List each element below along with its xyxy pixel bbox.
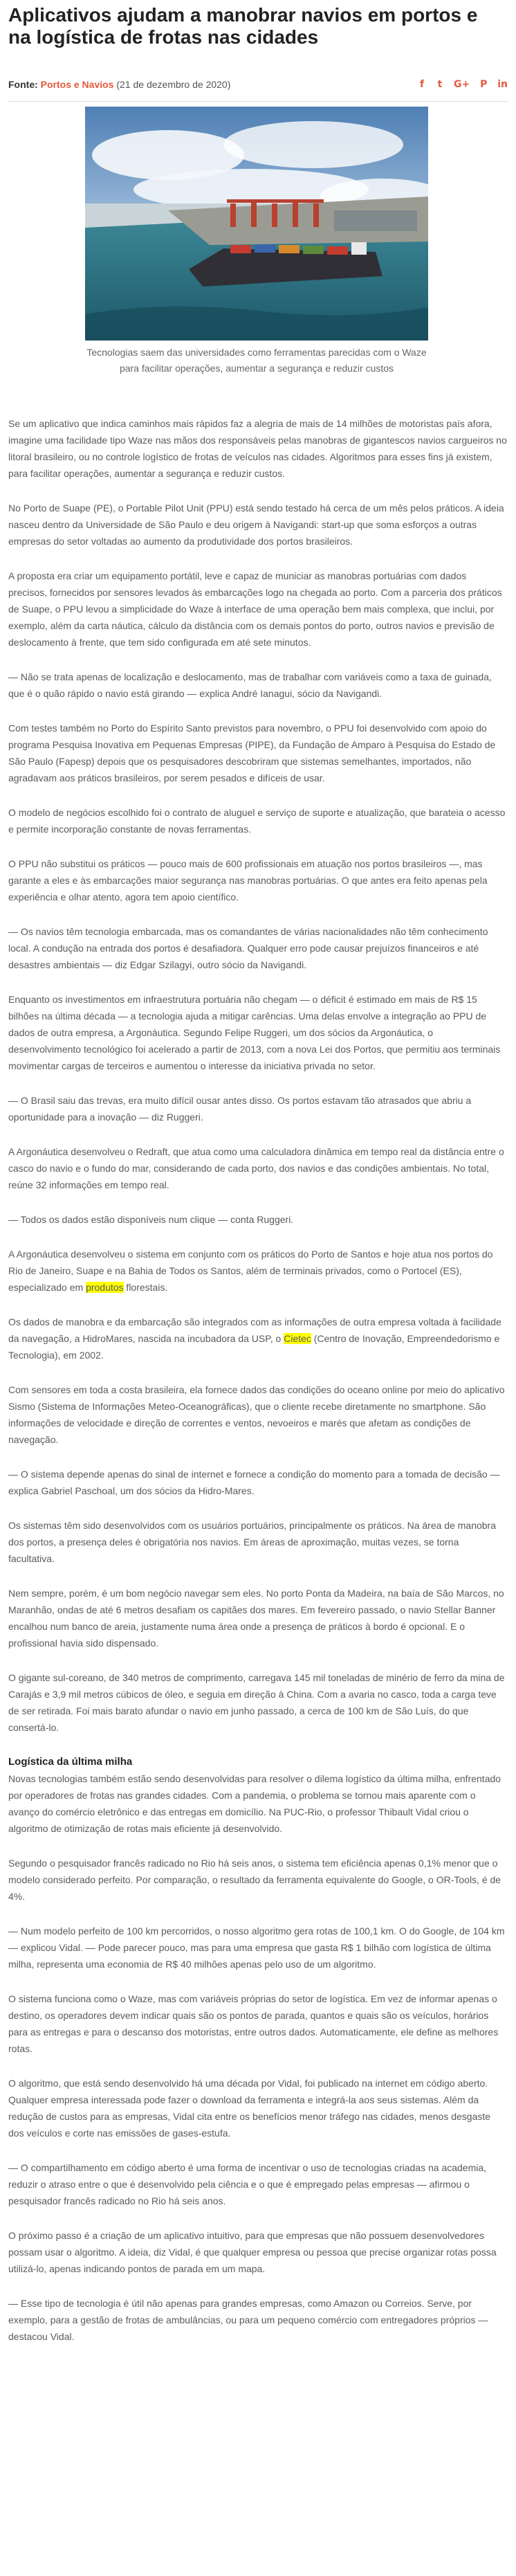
highlighted-keyword[interactable]: Cietec bbox=[284, 1333, 311, 1344]
article-paragraph: No Porto de Suape (PE), o Portable Pilot Unit (PPU) está sendo testado há cerca de um mês pelos práticos. A ideia nasceu dentro da Universidade de São Paulo e deu origem à Navigandi: start-up que soma esforços a outras empresas do setor voltadas ao aumento da produtividade dos portos brasileiros. bbox=[8, 502, 504, 547]
article-paragraph: — Todos os dados estão disponíveis num clique — conta Ruggeri. bbox=[8, 1214, 294, 1225]
article-paragraph: — O Brasil saiu das trevas, era muito difícil ousar antes disso. Os portos estavam tão atrasados que abriu a oportunidade para a inovação — diz Ruggeri. bbox=[8, 1095, 472, 1123]
article-figure bbox=[85, 107, 428, 377]
section-heading: Logística da última milha bbox=[8, 1756, 133, 1768]
article-paragraph: Nem sempre, porém, é um bom negócio navegar sem eles. No porto Ponta da Madeira, na baía de São Marcos, no Maranhão, ondas de até 6 metros desafiam os capitães dos mares. Em fevereiro passado, o navio Stellar Banner encalhou num banco de areia, justamente numa área onde a presença de práticos à bordo é opcional. E o profissional havia sido dispensado. bbox=[8, 1588, 504, 1649]
article-paragraph: — Num modelo perfeito de 100 km percorridos, o nosso algoritmo gera rotas de 100,1 km. O do Google, de 104 km — explicou Vidal. — Pode parecer pouco, mas para uma empresa que gasta R$ 1 bilhão com logística de última milha, representa uma economia de R$ 40 milhões apenas pelo uso de um algoritmo. bbox=[8, 1925, 505, 1970]
source-label: Fonte: bbox=[8, 79, 38, 90]
article-meta bbox=[8, 73, 508, 96]
divider bbox=[8, 101, 508, 102]
article-paragraph: O modelo de negócios escolhido foi o contrato de aluguel e serviço de suporte e atualização, que barateia o acesso e permite incorporação constante de novas ferramentas. bbox=[8, 807, 506, 835]
article-paragraph: O PPU não substitui os práticos — pouco mais de 600 profissionais em atuação nos portos brasileiros —, mas garante a eles e às embarcações maior segurança nas manobras portuárias. O que antes era feito apenas pela experiência e olhar atento, agora tem apoio científico. bbox=[8, 858, 488, 902]
article-paragraph: — O compartilhamento em código aberto é uma forma de incentivar o uso de tecnologias criadas na academia, reduzir o atraso entre o que é desenvolvido pela ciência e o que é empregado pelas empresas — afirmou o pesquisador francês radicado no Rio há seis anos. bbox=[8, 2162, 487, 2206]
article-paragraph: Com sensores em toda a costa brasileira, ela fornece dados das condições do oceano online por meio do aplicativo Sismo (Sistema de Informações Meteo-Oceanográficas), que o cliente recebe diretamente no smartphone. São informações de velocidade e direção de correntes e ventos, nevoeiros e marés que afetam as condições de navegação. bbox=[8, 1384, 505, 1445]
twitter-icon[interactable]: t bbox=[437, 79, 443, 90]
article-paragraph: — O sistema depende apenas do sinal de internet e fornece a condição do momento para a tomada de decisão — explica Gabriel Paschoal, um dos sócios da Hidro-Mares. bbox=[8, 1469, 500, 1496]
article-paragraph: Segundo o pesquisador francês radicado no Rio há seis anos, o sistema tem eficiência apenas 0,1% menor que o modelo considerado perfeito. Por comparação, o resultado da ferramenta equivalente do Google, o OR-Tools, é de 4%. bbox=[8, 1858, 501, 1902]
article-paragraph: — Esse tipo de tecnologia é útil não apenas para grandes empresas, como Amazon ou Correios. Serve, por exemplo, para a gestão de frotas de ambulâncias, ou para um pequeno comércio com entregadores próprios — destacou Vidal. bbox=[8, 2298, 488, 2342]
highlighted-keyword[interactable]: produtos bbox=[86, 1282, 124, 1293]
article-paragraph: O algoritmo, que está sendo desenvolvido há uma década por Vidal, foi publicado na internet em código aberto. Qualquer empresa interessada pode fazer o download da ferramenta e integrá-la aos seus sistemas. Além da redução de custos para as empresas, Vidal cita entre os benefícios menor tráfego nas cidades, menos desgaste dos veículos e corte nas emissões de gases-estufa. bbox=[8, 2078, 491, 2139]
linkedin-icon[interactable]: in bbox=[497, 79, 508, 90]
article-paragraph: Com testes também no Porto do Espírito Santo previstos para novembro, o PPU foi desenvolvido com apoio do programa Pesquisa Inovativa em Pequenas Empresas (PIPE), da Fundação de Amparo à Pesquisa do Estado de São Paulo (Fapesp) depois que os pesquisadores descobriram que sistemas semelhantes, importados, não agradavam aos práticos brasileiros, por serem pesados e difíceis de usar. bbox=[8, 723, 496, 783]
article-paragraph: Novas tecnologias também estão sendo desenvolvidas para resolver o dilema logístico da última milha, enfrentado por operadores de frotas nas grandes cidades. Com a pandemia, o problema se tornou mais aparente com o avanço do comércio eletrônico e das entregas em domicílio. Na PUC-Rio, o professor Thibault Vidal criou o algoritmo de otimização de rotas mais eficiente já desenvolvido. bbox=[8, 1773, 501, 1834]
article-paragraph: O gigante sul-coreano, de 340 metros de comprimento, carregava 145 mil toneladas de minério de ferro da mina de Carajás e 3,9 mil metros cúbicos de óleo, e seguia em direção à China. Com a avaria no casco, toda a carga teve de ser retirada. Foi mais barato afundar o navio em junho passado, a cerca de 100 km de São Luís, do que consertá-lo. bbox=[8, 1672, 505, 1733]
article-title: Aplicativos ajudam a manobrar navios em portos e na logística de frotas nas cidades bbox=[8, 4, 478, 48]
article-date: (21 de dezembro de 2020) bbox=[116, 79, 231, 90]
article-paragraph: A Argonáutica desenvolveu o Redraft, que atua como uma calculadora dinâmica em tempo real da distância entre o casco do navio e o fundo do mar, considerando de cada porto, dos navios e das condições ambientais. No total, reúne 32 informações em tempo real. bbox=[8, 1146, 504, 1190]
article-paragraph: A proposta era criar um equipamento portátil, leve e capaz de municiar as manobras portuárias com dados precisos, fornecidos por sensores levados às embarcações logo na chegada ao porto. Com a parceria dos práticos de Suape, o PPU levou a simplicidade do Waze à interface de uma operação bem mais complexa, que inclui, por exemplo, além da carta náutica, cálculo da distância com os demais pontos do porto, outros navios e previsão de deslocamento à frente, que tem sido configurada em até sete minutos. bbox=[8, 570, 502, 648]
pinterest-icon[interactable]: P bbox=[480, 79, 488, 90]
article-paragraph: Os dados de manobra e da embarcação são integrados com as informações de outra empresa voltada à facilidade da navegação, a HidroMares, nascida na incubadora da USP, o Cietec (Centro de Inovação, Empreendedorismo e Tecnologia), em 2002. bbox=[8, 1316, 501, 1361]
article-source bbox=[8, 79, 230, 90]
article-paragraph: O sistema funciona como o Waze, mas com variáveis próprias do setor de logística. Em vez de informar apenas o destino, os operadores devem indicar quais são os pontos de parada, quantos e quais são os veículos, horários para as entregas e para o descanso dos motoristas, entre outros dados. Automaticamente, ele define as melhores rotas. bbox=[8, 1993, 499, 2054]
article-paragraph: O próximo passo é a criação de um aplicativo intuitivo, para que empresas que não possuem desenvolvedores possam usar o algoritmo. A ideia, diz Vidal, é que qualquer empresa ou pessoa que precise organizar rotas possa utilizá-lo, apenas indicando pontos de parada em um mapa. bbox=[8, 2230, 497, 2274]
article-paragraph: — Os navios têm tecnologia embarcada, mas os comandantes de várias nacionalidades não têm conhecimento local. A condução na entrada dos portos é desafiadora. Qualquer erro pode causar prejuízos financeiros e até desastres ambientais — diz Edgar Szilagyi, outro sócio da Navigandi. bbox=[8, 926, 488, 970]
article-paragraph: A Argonáutica desenvolveu o sistema em conjunto com os práticos do Porto de Santos e hoje atua nos portos do Rio de Janeiro, Suape e na Bahia de Todos os Santos, além de terminais privados, como o Portocel (ES), especializado em produtos florestais. bbox=[8, 1249, 493, 1293]
facebook-icon[interactable]: f bbox=[419, 79, 425, 90]
article-body bbox=[8, 415, 508, 2363]
source-link[interactable]: Portos e Navios bbox=[40, 79, 114, 90]
article-paragraph: Enquanto os investimentos em infraestrutura portuária não chegam — o déficit é estimado em mais de R$ 15 bilhões na última década — a tecnologia ajuda a mitigar carências. Uma delas envolve a integração ao PPU de dados de outra empresa, a Argonáutica. Segundo Felipe Ruggeri, um dos sócios da Argonáutica, o desenvolvimento tecnológico foi acelerado a partir de 2013, com a nova Lei dos Portos, que permitiu aos terminais movimentar cargas de terceiros e aumentou o interesse da iniciativa privada no setor. bbox=[8, 994, 501, 1071]
google-plus-icon[interactable]: G+ bbox=[454, 79, 470, 90]
article-paragraph: Se um aplicativo que indica caminhos mais rápidos faz a alegria de mais de 14 milhões de motoristas país afora, imagine uma facilidade tipo Waze nas mãos dos responsáveis pelas manobras de gigantescos navios cargueiros no litoral brasileiro, ou no controle logístico de frotas de veículos nas cidades. Algoritmos para esses fins já existem, para facilitar operações, aumentar a segurança e reduzir custos. bbox=[8, 418, 507, 479]
article-paragraph: — Não se trata apenas de localização e deslocamento, mas de trabalhar com variáveis como a taxa de guinada, que é o quão rápido o navio está girando — explica André Ianagui, sócio da Navigandi. bbox=[8, 671, 492, 699]
share-buttons bbox=[418, 79, 508, 90]
article-paragraph: Os sistemas têm sido desenvolvidos com os usuários portuários, principalmente os práticos. Na área de manobra dos portos, a presença deles é obrigatória nos navios. Em áreas de aproximação, muitas vezes, se torna facultativa. bbox=[8, 1520, 496, 1564]
image-caption: Tecnologias saem das universidades como ferramentas parecidas com o Waze para facilitar operações, aumentar a segurança e reduzir custos bbox=[86, 347, 427, 374]
port-photo bbox=[85, 107, 428, 341]
